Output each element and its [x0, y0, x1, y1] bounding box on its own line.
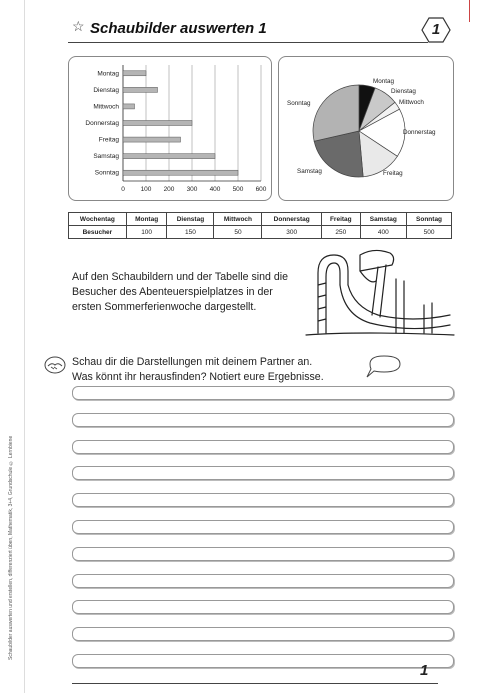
- y-tick-label: Samstag: [93, 153, 119, 161]
- star-icon: ☆: [72, 18, 85, 34]
- table-cell: 150: [167, 226, 214, 239]
- answer-line[interactable]: [72, 466, 454, 480]
- worksheet-title: Schaubilder auswerten 1: [90, 20, 267, 37]
- answer-line[interactable]: [72, 520, 454, 534]
- speech-bubble-icon: [364, 352, 406, 380]
- task-line-2: Was könnt ihr herausfinden? Notiert eure Ergebnisse.: [72, 371, 324, 383]
- pie-label: Montag: [373, 78, 395, 85]
- answer-line[interactable]: [72, 574, 454, 588]
- table-cell: 300: [262, 226, 322, 239]
- answer-line[interactable]: [72, 493, 454, 507]
- table-header-cell: Samstag: [360, 213, 406, 226]
- x-tick-label: 0: [121, 186, 125, 193]
- table-header-row: [69, 213, 452, 226]
- y-tick-label: Montag: [97, 70, 119, 78]
- task-text: [72, 355, 372, 385]
- answer-line[interactable]: [72, 440, 454, 454]
- footer-line: [72, 683, 438, 684]
- page-number: 1: [420, 662, 429, 679]
- answer-line[interactable]: [72, 413, 454, 427]
- table-cell: 400: [360, 226, 406, 239]
- pie-slice: [313, 85, 359, 141]
- bar: [123, 170, 238, 175]
- table-header-cell: Freitag: [321, 213, 360, 226]
- answer-line[interactable]: [72, 600, 454, 614]
- intro-text: Auf den Schaubildern und der Tabelle sind die Besucher des Abenteuerspielplatzes in der ersten Sommerferienwoche dargestellt.: [72, 271, 288, 313]
- y-tick-label: Freitag: [98, 136, 119, 144]
- y-tick-label: Mittwoch: [93, 103, 119, 111]
- title-underline: [68, 42, 428, 43]
- x-tick-label: 100: [140, 186, 152, 193]
- table-header-cell: Donnerstag: [262, 213, 322, 226]
- visitor-table: [68, 212, 452, 239]
- table-header-cell: Sonntag: [407, 213, 452, 226]
- pie-chart-panel: [278, 56, 454, 201]
- table-header-cell: Montag: [126, 213, 167, 226]
- worksheet-number: 1: [431, 21, 441, 38]
- copyright-side-note: Schaubilder auswerten und erstellen, differenziert üben, Mathematik, 3+4, Grundschule © Lernbiene: [8, 435, 14, 660]
- bar-chart-panel: [68, 56, 272, 201]
- table-cell: 50: [214, 226, 262, 239]
- table-row: [69, 226, 452, 239]
- pie-label: Mittwoch: [399, 99, 424, 106]
- answer-line[interactable]: [72, 547, 454, 561]
- pie-label: Sonntag: [287, 100, 311, 107]
- table-cell: 250: [321, 226, 360, 239]
- page-corner-mark: [469, 0, 470, 22]
- table-header-cell: Wochentag: [69, 213, 127, 226]
- table-cell: 500: [407, 226, 452, 239]
- table-row-label: Besucher: [69, 226, 127, 239]
- table-header-cell: Mittwoch: [214, 213, 262, 226]
- bar: [123, 104, 135, 109]
- x-tick-label: 300: [186, 186, 198, 193]
- y-tick-label: Dienstag: [93, 86, 119, 94]
- partner-handshake-icon: [44, 356, 66, 374]
- y-tick-label: Donnerstag: [85, 120, 119, 127]
- left-margin-line: [24, 0, 25, 693]
- pie-chart: [279, 57, 453, 200]
- task-line-1: Schau dir die Darstellungen mit deinem Partner an.: [72, 356, 313, 368]
- bar: [123, 137, 181, 142]
- answer-line[interactable]: [72, 386, 454, 400]
- answer-line[interactable]: [72, 654, 454, 668]
- bar: [123, 121, 192, 126]
- x-tick-label: 600: [255, 186, 267, 193]
- bar: [123, 154, 215, 159]
- x-tick-label: 400: [209, 186, 221, 193]
- pie-label: Freitag: [383, 170, 403, 177]
- answer-line[interactable]: [72, 627, 454, 641]
- bar: [123, 71, 146, 76]
- pie-label: Donnerstag: [403, 129, 436, 136]
- table-cell: 100: [126, 226, 167, 239]
- table-header-cell: Dienstag: [167, 213, 214, 226]
- x-tick-label: 500: [232, 186, 244, 193]
- pie-label: Dienstag: [391, 88, 416, 95]
- bar-chart: [69, 57, 271, 200]
- y-tick-label: Sonntag: [94, 169, 119, 177]
- bar: [123, 87, 158, 92]
- worksheet-number-badge: [420, 16, 452, 44]
- worksheet-header: [68, 16, 460, 46]
- pie-label: Samstag: [297, 168, 322, 175]
- playground-slide-icon: [300, 245, 460, 340]
- x-tick-label: 200: [163, 186, 175, 193]
